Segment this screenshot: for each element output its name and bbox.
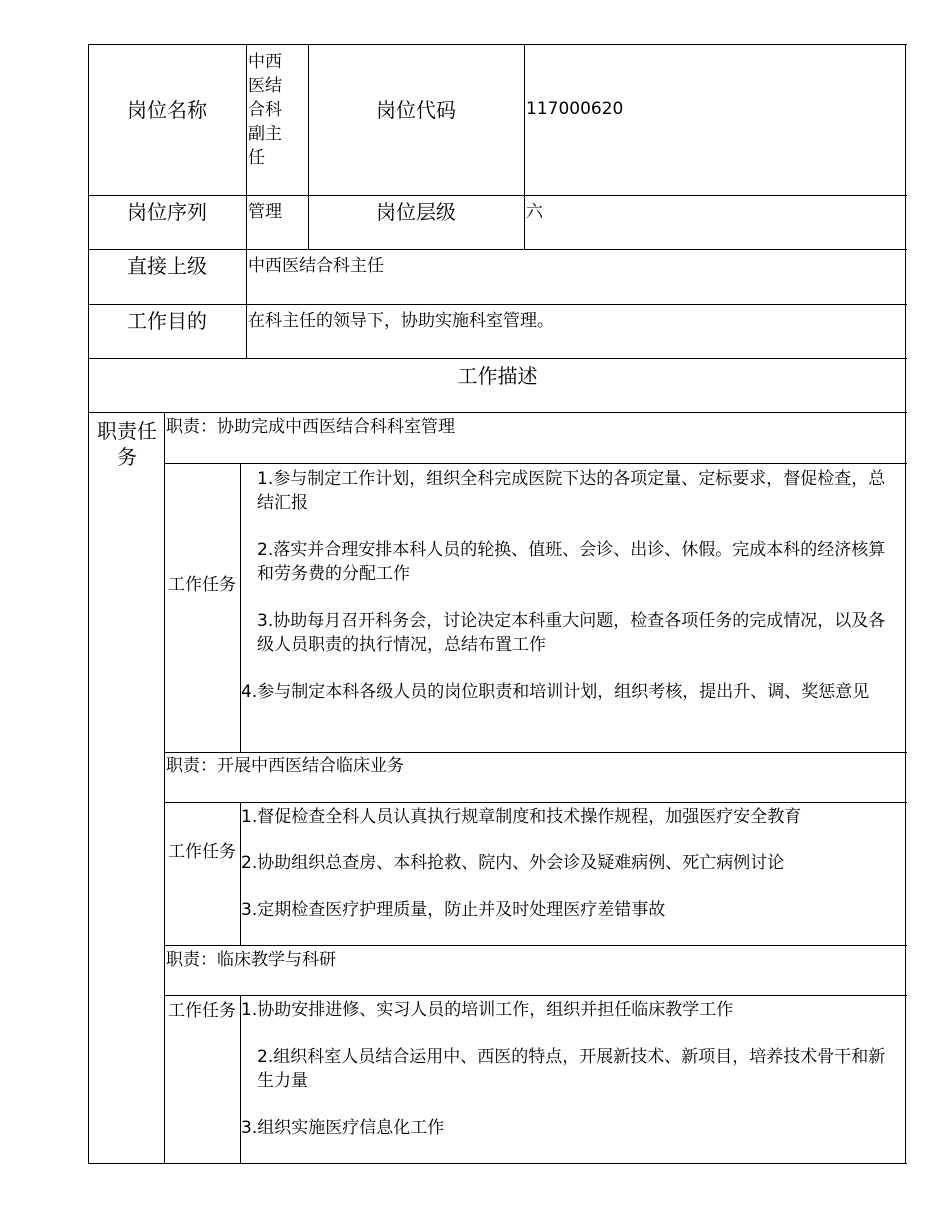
task-item: 3.组织实施医疗信息化工作 [241,1118,445,1138]
task-label: 工作任务 [168,1001,236,1021]
row-divider [164,945,907,946]
superior-value: 中西医结合科主任 [248,256,384,276]
task-item: 1.督促检查全科人员认真执行规章制度和技术操作规程，加强医疗安全教育 [241,807,802,827]
duty-title: 职责：协助完成中西医结合科科室管理 [166,417,455,437]
duty-title: 职责：临床教学与科研 [166,950,336,970]
row-divider [88,249,907,250]
purpose-label: 工作目的 [127,309,207,333]
task-item: 2.组织科室人员结合运用中、西医的特点，开展新技术、新项目，培养技术骨干和新生力量 [257,1047,886,1091]
post-name-value: 中西医结合科副主任 [248,52,282,168]
sequence-label: 岗位序列 [127,200,207,224]
description-title: 工作描述 [457,364,538,388]
task-item: 2.落实并合理安排本科人员的轮换、值班、会诊、出诊、休假。完成本科的经济核算和劳务费的分配工作 [257,540,886,584]
post-name-label: 岗位名称 [127,98,207,122]
row-divider [88,304,907,305]
level-value: 六 [526,202,543,222]
purpose-value: 在科主任的领导下，协助实施科室管理。 [248,311,554,331]
superior-label: 直接上级 [127,254,207,278]
task-item: 3.定期检查医疗护理质量，防止并及时处理医疗差错事故 [241,900,666,920]
table-border-bottom [88,1163,907,1164]
task-item: 1.协助安排进修、实习人员的培训工作，组织并担任临床教学工作 [241,1000,734,1020]
task-label: 工作任务 [168,575,236,595]
row-divider [164,802,907,803]
col-divider [240,463,241,753]
task-item: 3.协助每月召开科务会，讨论决定本科重大问题，检查各项任务的完成情况，以及各级人员职责的执行情况，总结布置工作 [257,611,886,655]
post-code-label: 岗位代码 [376,98,456,122]
row-divider [88,358,907,359]
duties-label: 职责任务 [97,419,157,469]
task-item: 4.参与制定本科各级人员的岗位职责和培训计划，组织考核，提出升、调、奖惩意见 [241,682,870,702]
row-divider [164,995,907,996]
level-label: 岗位层级 [376,200,456,224]
row-divider [164,463,907,464]
task-label: 工作任务 [168,842,236,862]
sequence-value: 管理 [248,202,282,222]
row-divider [88,412,907,413]
col-divider [164,412,165,1164]
row-divider [88,195,907,196]
duty-title: 职责：开展中西医结合临床业务 [166,756,404,776]
post-code-value: 117000620 [526,99,624,119]
task-item: 2.协助组织总查房、本科抢救、院内、外会诊及疑难病例、死亡病例讨论 [241,853,785,873]
table-border-top [88,44,907,45]
task-item: 1.参与制定工作计划，组织全科完成医院下达的各项定量、定标要求，督促检查，总结汇报 [257,469,886,513]
